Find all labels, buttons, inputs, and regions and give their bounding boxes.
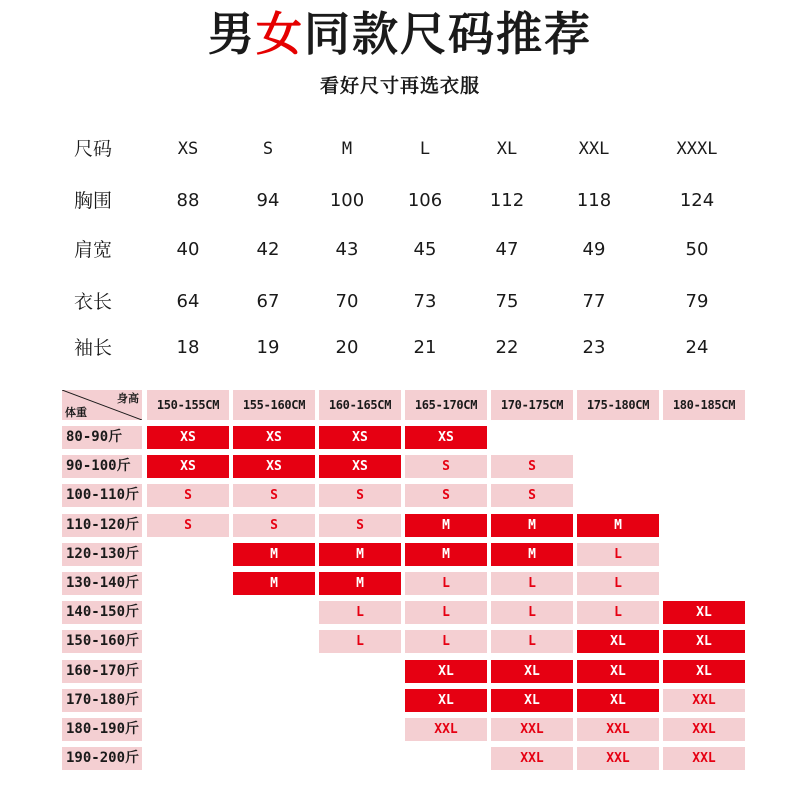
recommended-size-cell: XXL xyxy=(405,718,487,741)
size-table-cell: L xyxy=(419,139,431,159)
height-column-header: 155-160CM xyxy=(233,390,315,420)
recommended-size-cell: M xyxy=(233,572,315,595)
recommended-size-cell: S xyxy=(319,484,401,507)
size-table-cell: 75 xyxy=(495,291,519,312)
recommended-size-cell: XS xyxy=(233,426,315,449)
size-table-cell: 106 xyxy=(407,190,443,211)
weight-row-label: 110-120斤 xyxy=(62,514,142,537)
size-table-row-label: 尺码 xyxy=(74,138,113,160)
height-column-header: 170-175CM xyxy=(491,390,573,420)
recommended-size-cell: XXL xyxy=(577,718,659,741)
size-table-row xyxy=(0,287,800,317)
size-table-cell: 18 xyxy=(176,337,200,358)
weight-row-label: 130-140斤 xyxy=(62,572,142,595)
size-table-cell: 70 xyxy=(335,291,359,312)
size-table-row xyxy=(0,333,800,363)
recommended-size-cell: M xyxy=(319,572,401,595)
recommended-size-cell: L xyxy=(577,543,659,566)
recommended-size-cell: M xyxy=(319,543,401,566)
size-table-cell: 40 xyxy=(176,239,200,260)
title-highlight: 女 xyxy=(256,7,304,61)
recommended-size-cell: M xyxy=(491,514,573,537)
recommended-size-cell: XS xyxy=(319,455,401,478)
size-table-cell: 79 xyxy=(685,291,709,312)
recommended-size-cell: M xyxy=(577,514,659,537)
recommended-size-cell: XL xyxy=(663,630,745,653)
recommended-size-cell: XS xyxy=(405,426,487,449)
height-column-header: 150-155CM xyxy=(147,390,229,420)
recommended-size-cell: S xyxy=(147,484,229,507)
recommended-size-cell: L xyxy=(491,572,573,595)
size-table-cell: 21 xyxy=(413,337,437,358)
size-table-cell: 19 xyxy=(256,337,280,358)
size-table-cell: 42 xyxy=(256,239,280,260)
size-table-cell: 77 xyxy=(582,291,606,312)
recommended-size-cell: XS xyxy=(147,426,229,449)
page-subtitle: 看好尺寸再选衣服 xyxy=(319,75,480,97)
title-part-3: 同款尺码推荐 xyxy=(304,7,592,61)
weight-row-label: 180-190斤 xyxy=(62,718,142,741)
recommended-size-cell: XL xyxy=(491,689,573,712)
weight-row-label: 100-110斤 xyxy=(62,484,142,507)
size-table-row-label: 肩宽 xyxy=(74,239,113,261)
recommended-size-cell: XS xyxy=(319,426,401,449)
weight-row-label: 160-170斤 xyxy=(62,660,142,683)
recommended-size-cell: L xyxy=(405,630,487,653)
recommended-size-cell: L xyxy=(577,601,659,624)
size-table-cell: 50 xyxy=(685,239,709,260)
size-table-row-label: 衣长 xyxy=(74,291,113,313)
recommended-size-cell: XL xyxy=(577,630,659,653)
recommended-size-cell: S xyxy=(147,514,229,537)
recommended-size-cell: S xyxy=(233,514,315,537)
recommended-size-cell: L xyxy=(319,630,401,653)
recommended-size-cell: S xyxy=(405,484,487,507)
recommended-size-cell: XXL xyxy=(663,718,745,741)
recommended-size-cell: S xyxy=(491,484,573,507)
height-column-header: 180-185CM xyxy=(663,390,745,420)
recommended-size-cell: L xyxy=(577,572,659,595)
size-table-cell: M xyxy=(341,139,353,159)
recommended-size-cell: XXL xyxy=(491,747,573,770)
recommended-size-cell: S xyxy=(319,514,401,537)
size-table-cell: 73 xyxy=(413,291,437,312)
recommended-size-cell: M xyxy=(491,543,573,566)
recommended-size-cell: M xyxy=(405,543,487,566)
recommended-size-cell: XL xyxy=(491,660,573,683)
recommended-size-cell: M xyxy=(405,514,487,537)
size-table-row xyxy=(0,186,800,216)
height-column-header: 165-170CM xyxy=(405,390,487,420)
size-table-cell: XL xyxy=(496,139,518,159)
size-table-cell: 118 xyxy=(576,190,612,211)
recommended-size-cell: XL xyxy=(577,660,659,683)
weight-row-label: 150-160斤 xyxy=(62,630,142,653)
height-column-header: 160-165CM xyxy=(319,390,401,420)
size-table-cell: 23 xyxy=(582,337,606,358)
size-table-cell: 45 xyxy=(413,239,437,260)
recommended-size-cell: L xyxy=(491,630,573,653)
size-table-cell: 20 xyxy=(335,337,359,358)
corner-weight-label: 体重 xyxy=(65,406,87,419)
weight-row-label: 80-90斤 xyxy=(62,426,142,449)
size-table-cell: 112 xyxy=(489,190,525,211)
size-table-cell: 94 xyxy=(256,190,280,211)
height-column-header: 175-180CM xyxy=(577,390,659,420)
weight-row-label: 190-200斤 xyxy=(62,747,142,770)
recommended-size-cell: XL xyxy=(405,660,487,683)
grid-corner-header xyxy=(62,390,142,420)
size-table-cell: 47 xyxy=(495,239,519,260)
recommended-size-cell: XXL xyxy=(663,689,745,712)
page-title xyxy=(0,6,800,62)
size-table-cell: 49 xyxy=(582,239,606,260)
recommended-size-cell: S xyxy=(405,455,487,478)
title-part-1: 男 xyxy=(208,7,256,61)
weight-row-label: 90-100斤 xyxy=(62,455,142,478)
weight-row-label: 120-130斤 xyxy=(62,543,142,566)
weight-row-label: 140-150斤 xyxy=(62,601,142,624)
recommended-size-cell: XXL xyxy=(491,718,573,741)
size-table-row xyxy=(0,134,800,164)
recommended-size-cell: XS xyxy=(233,455,315,478)
size-table-cell: XS xyxy=(177,139,199,159)
size-table-cell: 43 xyxy=(335,239,359,260)
size-table-cell: 64 xyxy=(176,291,200,312)
recommended-size-cell: L xyxy=(405,601,487,624)
size-table-row-label: 胸围 xyxy=(74,190,113,212)
recommended-size-cell: XXL xyxy=(663,747,745,770)
recommended-size-cell: XS xyxy=(147,455,229,478)
size-table-cell: 88 xyxy=(176,190,200,211)
recommended-size-cell: S xyxy=(233,484,315,507)
recommended-size-cell: XXL xyxy=(577,747,659,770)
size-table-cell: 100 xyxy=(329,190,365,211)
recommended-size-cell: L xyxy=(319,601,401,624)
weight-row-label: 170-180斤 xyxy=(62,689,142,712)
size-table-row xyxy=(0,235,800,265)
size-table-cell: S xyxy=(262,139,274,159)
size-table-row-label: 袖长 xyxy=(74,337,113,359)
size-table-cell: XXL xyxy=(578,139,610,159)
size-table-cell: 124 xyxy=(679,190,715,211)
recommended-size-cell: L xyxy=(491,601,573,624)
recommended-size-cell: XL xyxy=(405,689,487,712)
size-table-cell: 22 xyxy=(495,337,519,358)
recommended-size-cell: L xyxy=(405,572,487,595)
corner-height-label: 身高 xyxy=(117,392,139,405)
recommended-size-cell: XL xyxy=(577,689,659,712)
size-table-cell: XXXL xyxy=(676,139,718,159)
size-table-cell: 67 xyxy=(256,291,280,312)
size-table-cell: 24 xyxy=(685,337,709,358)
recommended-size-cell: S xyxy=(491,455,573,478)
recommended-size-cell: M xyxy=(233,543,315,566)
recommended-size-cell: XL xyxy=(663,601,745,624)
recommended-size-cell: XL xyxy=(663,660,745,683)
